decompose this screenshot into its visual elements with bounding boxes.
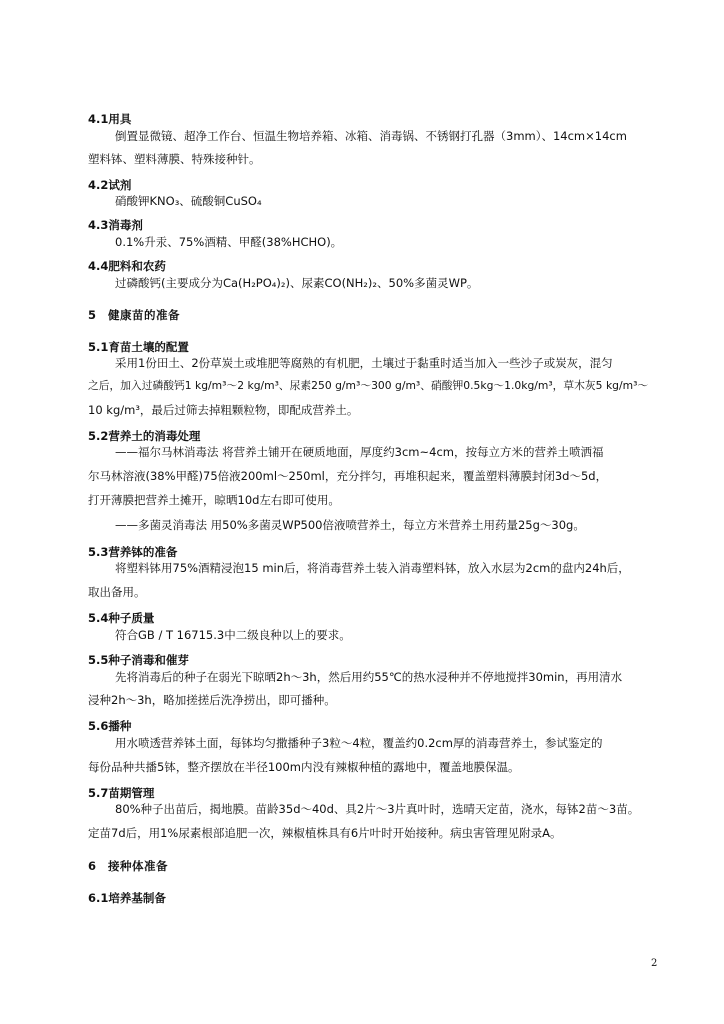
heading-5-6: 5.6播种 (88, 719, 132, 733)
paragraph-line: 浸种2h～3h，略加搓搓后洗净捞出，即可播种。 (88, 693, 336, 707)
heading-5-7: 5.7苗期管理 (88, 786, 155, 800)
paragraph-line: 符合GB / T 16715.3中二级良种以上的要求。 (115, 628, 351, 642)
heading-5-2: 5.2营养土的消毒处理 (88, 429, 201, 443)
paragraph-line: 每份品种共播5钵，整齐摆放在半径100m内没有辣椒种植的露地中，覆盖地膜保温。 (88, 760, 520, 774)
paragraph-line: 0.1%升汞、75%酒精、甲醛(38%HCHO)。 (115, 235, 343, 249)
paragraph-line: 80%种子出苗后，揭地膜。苗龄35d～40d、具2片～3片真叶时，选晴天定苗，浇水，每钵2苗～3苗。 (115, 802, 640, 816)
heading-4-2: 4.2试剂 (88, 178, 132, 192)
section-number-6: 6 (88, 859, 97, 873)
section-title-6: 接种体准备 (108, 859, 168, 873)
heading-5-1: 5.1育苗土壤的配置 (88, 340, 189, 354)
paragraph-line: ——多菌灵消毒法 用50%多菌灵WP500倍液喷营养土，每立方米营养土用药量25g～30g。 (115, 518, 585, 532)
heading-5-4: 5.4种子质量 (88, 611, 155, 625)
paragraph-line: ——福尔马林消毒法 将营养土铺开在硬质地面，厚度约3cm~4cm，按每立方米的营养土喷洒福 (115, 445, 604, 459)
paragraph-line: 尔马林溶液(38%甲醛)75倍液200ml～250ml，充分拌匀，再堆积起来，覆盖塑料薄膜封闭3d～5d， (88, 469, 608, 483)
section-title-5: 健康苗的准备 (108, 308, 180, 322)
paragraph-line: 10 kg/m³，最后过筛去掉粗颗粒物，即配成营养土。 (88, 403, 359, 417)
page-number: 2 (651, 958, 658, 969)
section-number-5: 5 (88, 308, 97, 322)
heading-5-3: 5.3营养钵的准备 (88, 545, 178, 559)
paragraph-line: 先将消毒后的种子在弱光下晾晒2h～3h，然后用约55℃的热水浸种并不停地搅拌30min，再用清水 (115, 670, 623, 684)
paragraph-line: 将塑料钵用75%酒精浸泡15 min后，将消毒营养土装入消毒塑料钵，放入水层为2cm的盘内24h后， (115, 561, 630, 575)
paragraph-line: 之后，加入过磷酸钙1 kg/m³～2 kg/m³、尿素250 g/m³～300 g/m³、硝酸钾0.5kg～1.0kg/m³，草木灰5 kg/m³～ (88, 379, 649, 392)
paragraph-line: 硝酸钾KNO₃、硫酸铜CuSO₄ (115, 194, 262, 208)
paragraph-line: 用水喷透营养钵土面，每钵均匀撒播种子3粒～4粒，覆盖约0.2cm厚的消毒营养土，参试鉴定的 (115, 736, 603, 750)
heading-4-3: 4.3消毒剂 (88, 218, 143, 232)
heading-6-1: 6.1培养基制备 (88, 891, 166, 905)
paragraph-line: 取出备用。 (88, 585, 146, 599)
paragraph-line: 打开薄膜把营养土摊开，晾晒10d左右即可使用。 (88, 493, 340, 507)
paragraph-line: 采用1份田土、2份草炭土或堆肥等腐熟的有机肥，土壤过于黏重时适当加入一些沙子或炭灰，混匀 (115, 356, 613, 370)
paragraph-line: 倒置显微镜、超净工作台、恒温生物培养箱、冰箱、消毒锅、不锈钢打孔器（3mm）、14cm×14cm (115, 129, 627, 143)
heading-5-5: 5.5种子消毒和催芽 (88, 653, 189, 667)
paragraph-line: 过磷酸钙(主要成分为Ca(H₂PO₄)₂)、尿素CO(NH₂)₂、50%多菌灵WP。 (115, 276, 479, 290)
paragraph-line: 塑料钵、塑料薄膜、特殊接种针。 (88, 152, 261, 166)
heading-4-1: 4.1用具 (88, 112, 132, 126)
heading-4-4: 4.4肥料和农药 (88, 259, 166, 273)
paragraph-line: 定苗7d后，用1%尿素根部追肥一次，辣椒植株具有6片叶时开始接种。病虫害管理见附录A。 (88, 826, 562, 840)
